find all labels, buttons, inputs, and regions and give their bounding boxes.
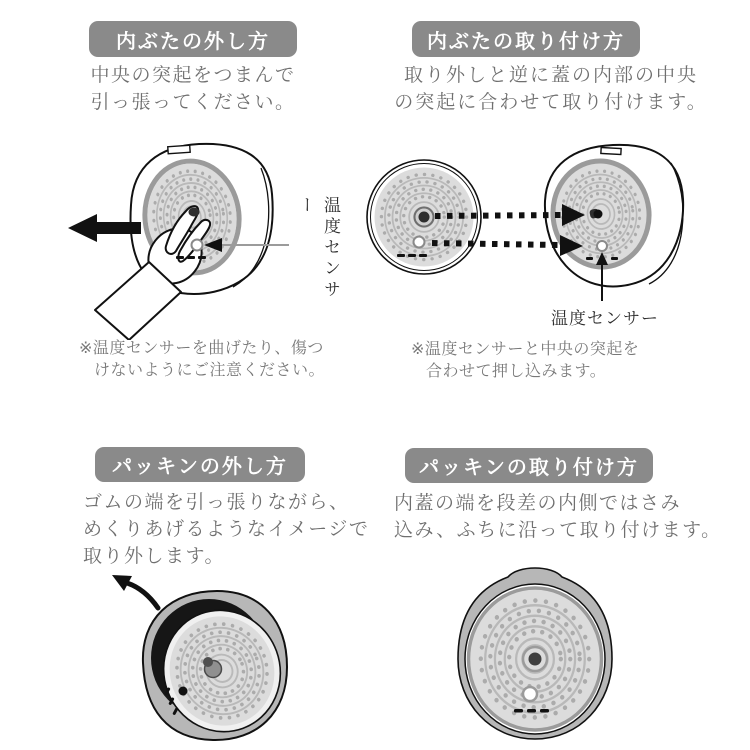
- instruction-line: 取り外しと逆に蓋の内部の中央: [403, 65, 698, 86]
- center-knob: [419, 212, 430, 223]
- instruction-line: 内蓋の端を段差の内側ではさみ: [394, 493, 682, 514]
- instruction-line: 中央の突起をつまんで: [90, 65, 296, 86]
- center-peg-tip: [594, 210, 603, 219]
- lid-slot: [601, 147, 621, 154]
- instruction-attach-inner-lid: [376, 62, 726, 116]
- sensor-label-vertical: 温度センサー: [296, 196, 340, 301]
- center-knob-tip: [203, 657, 213, 667]
- temperature-sensor-dot: [523, 687, 537, 701]
- instruction-remove-packing: [83, 489, 393, 570]
- lid-slot: [168, 145, 190, 154]
- instruction-remove-inner-lid: [22, 62, 364, 116]
- temperature-sensor-dot: [414, 237, 425, 248]
- section-title-attach-packing: パッキンの取り付け方: [405, 448, 653, 483]
- instruction-line: 引っ張ってください。: [90, 92, 296, 113]
- note-line: けないようにご注意ください。: [94, 361, 326, 379]
- center-knob: [529, 653, 542, 666]
- note-line: ※温度センサーを曲げたり、傷つ: [79, 340, 324, 357]
- instruction-line: 込み、ふちに沿って取り付けます。: [394, 520, 722, 541]
- note-attach-inner-lid: [411, 339, 701, 382]
- remove-packing-illustration: [95, 563, 335, 750]
- sensor-label: 温度センサー: [551, 309, 659, 328]
- lid-dash-marks: [514, 709, 549, 713]
- section-title-remove-inner-lid: 内ぶたの外し方: [89, 21, 297, 57]
- note-line: ※温度センサーと中央の突起を: [411, 341, 640, 358]
- lid-dash-marks: [176, 256, 206, 259]
- section-title-remove-packing: パッキンの外し方: [95, 447, 305, 482]
- instruction-attach-packing: [394, 490, 734, 544]
- note-line: 合わせて押し込みます。: [426, 362, 607, 380]
- center-knob: [189, 208, 200, 217]
- instruction-line: ゴムの端を引っ張りながら、: [83, 492, 350, 513]
- instruction-line: 取り外します。: [83, 546, 225, 567]
- section-title-attach-inner-lid: 内ぶたの取り付け方: [412, 21, 640, 57]
- temperature-sensor-dot: [179, 687, 188, 696]
- lift-arrow-shaft: [127, 583, 158, 608]
- temperature-sensor-dot: [597, 241, 607, 251]
- attach-packing-illustration: [440, 553, 690, 750]
- note-remove-inner-lid: [79, 338, 359, 381]
- lid-dash-marks: [397, 254, 427, 257]
- instruction-line: めくりあげるようなイメージで: [83, 519, 370, 540]
- temperature-sensor-dot: [192, 240, 203, 251]
- instruction-line: の突起に合わせて取り付けます。: [394, 92, 708, 113]
